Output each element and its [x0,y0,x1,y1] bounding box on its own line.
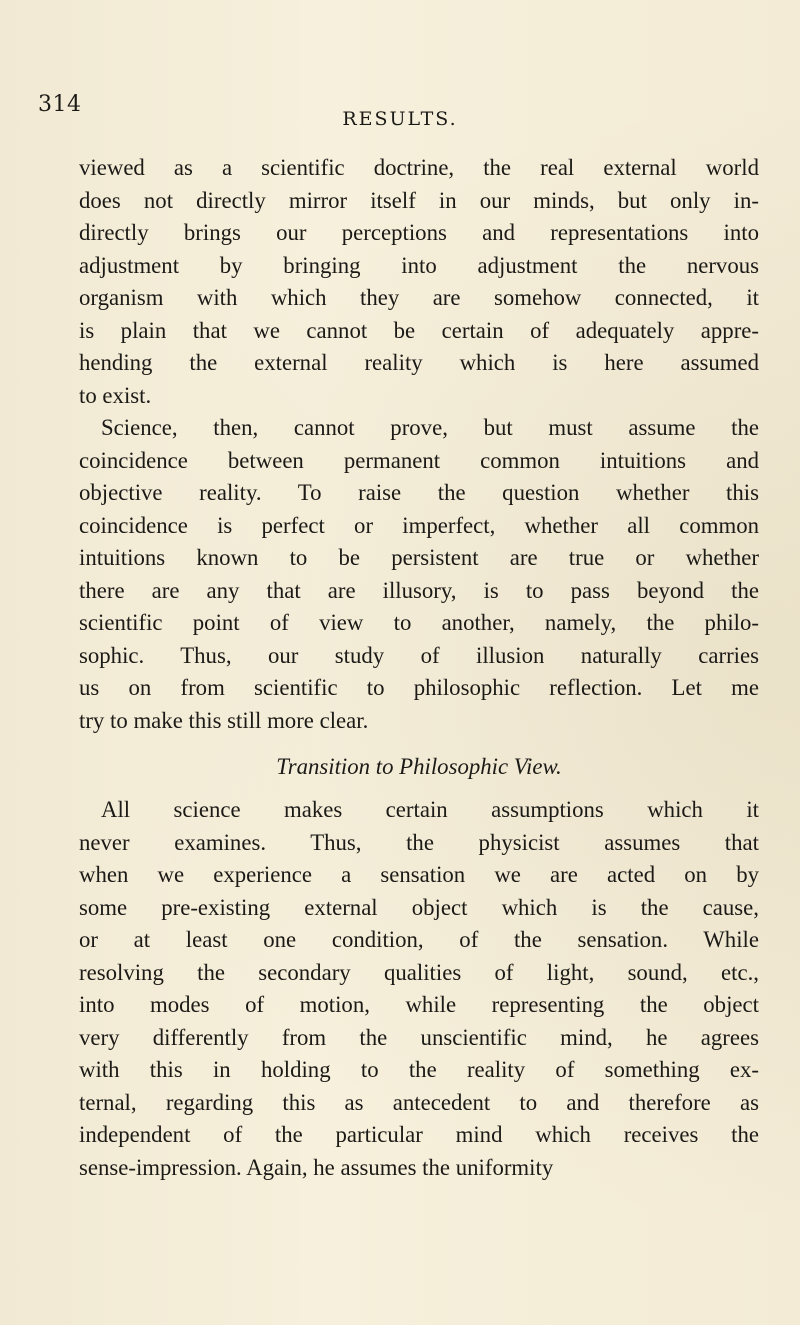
text-line: or at least one condition, of the sensation. While [79,927,759,952]
text-line: sense-impression. Again, he assumes the uniformity [79,1154,554,1180]
text-line: coincidence is perfect or imperfect, whether all common [79,512,759,538]
text-line: Science, then, cannot prove, but must assume the [101,415,759,440]
text-line: adjustment by bringing into adjustment the nervous [79,252,759,278]
text-line: try to make this still more clear. [79,707,369,733]
running-head: RESULTS. [342,108,458,130]
paragraph-3 [79,794,759,1184]
text-line: sophic. Thus, our study of illusion naturally carries [79,642,759,668]
text-line: directly brings our perceptions and representations into [79,220,759,245]
text-line: intuitions known to be persistent are true or whether [79,545,759,570]
text-line: viewed as a scientific doctrine, the real external world [79,155,759,180]
text-line: very differently from the unscientific mind, he agrees [79,1024,759,1050]
text-line: organism with which they are somehow connected, it [79,285,759,310]
section-heading: Transition to Philosophic View. [276,754,562,779]
text-line: hending the external reality which is here assumed [79,350,759,375]
text-line: us on from scientific to philosophic reflection. Let me [79,675,759,700]
text-line: independent of the particular mind which receives the [79,1122,759,1147]
text-line: does not directly mirror itself in our minds, but only in- [79,187,759,213]
text-line: with this in holding to the reality of something ex- [79,1057,759,1082]
paragraph-2 [79,412,759,737]
text-line: never examines. Thus, the physicist assumes that [79,829,759,855]
text-line: objective reality. To raise the question whether this [79,480,759,505]
text-line: is plain that we cannot be certain of adequately appre- [79,317,759,343]
page-number: 314 [38,92,82,117]
text-line: scientific point of view to another, namely, the philo- [79,610,759,635]
body-text [79,152,759,1184]
text-line: some pre-existing external object which is the cause, [79,894,759,920]
paragraph-1 [79,152,759,412]
text-line: there are any that are illusory, is to pass beyond the [79,577,759,603]
text-line: All science makes certain assumptions which it [101,797,759,822]
text-line: into modes of motion, while representing the object [79,992,759,1017]
text-line: when we experience a sensation we are acted on by [79,862,759,887]
text-line: resolving the secondary qualities of light, sound, etc., [79,959,759,985]
text-line: to exist. [79,382,152,408]
text-line: coincidence between permanent common intuitions and [79,447,759,473]
text-line: ternal, regarding this as antecedent to and therefore as [79,1089,759,1115]
